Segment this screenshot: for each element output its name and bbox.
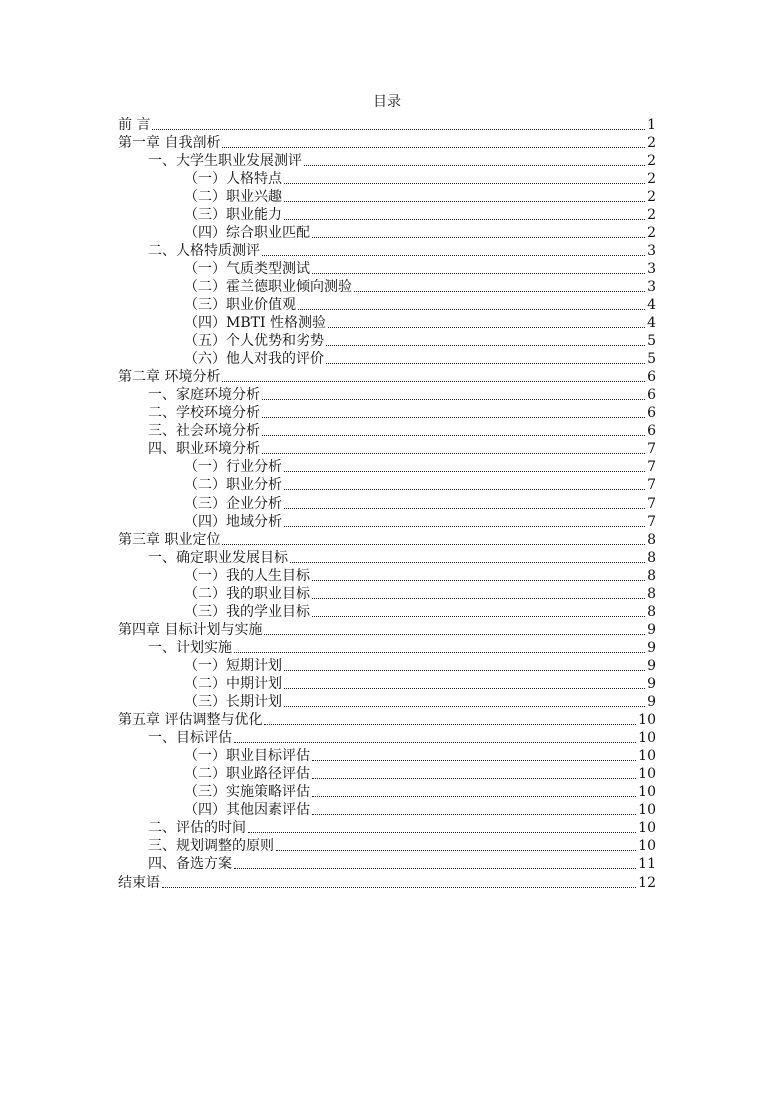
dot-leader xyxy=(284,219,645,220)
dot-leader xyxy=(284,201,645,202)
dot-leader xyxy=(312,778,636,779)
toc-entry-label: 第四章 目标计划与实施 xyxy=(118,621,263,638)
toc-entry-page-number: 10 xyxy=(638,730,656,747)
toc-entry-label: （一）气质类型测试 xyxy=(184,260,310,277)
toc-entry-label: 四、备选方案 xyxy=(148,856,232,873)
toc-entry-label: （三）企业分析 xyxy=(184,495,282,512)
dot-leader xyxy=(284,471,645,472)
dot-leader xyxy=(222,147,645,148)
dot-leader xyxy=(312,814,636,815)
toc-entry-label: （一）我的人生目标 xyxy=(184,567,310,584)
dot-leader xyxy=(262,417,645,418)
toc-entry-label: （三）长期计划 xyxy=(184,694,282,711)
toc-entry[interactable] xyxy=(118,494,656,512)
toc-entry[interactable] xyxy=(118,729,656,747)
toc-entry-label: （四）其他因素评估 xyxy=(184,802,310,819)
toc-entry-page-number: 10 xyxy=(638,820,656,837)
dot-leader xyxy=(262,399,645,400)
dot-leader xyxy=(312,598,645,599)
toc-entry-label: 三、社会环境分析 xyxy=(148,423,260,440)
toc-entry-page-number: 9 xyxy=(647,676,656,692)
toc-entry-label: 一、确定职业发展目标 xyxy=(148,549,288,566)
toc-entry[interactable] xyxy=(118,440,656,458)
toc-entry-label: （二）霍兰德职业倾向测验 xyxy=(184,278,352,295)
toc-entry-label: 第五章 评估调整与优化 xyxy=(118,712,263,729)
toc-entry-label: 四、职业环境分析 xyxy=(148,441,260,458)
toc-entry-label: 二、人格特质测评 xyxy=(148,242,260,259)
toc-entry[interactable] xyxy=(118,765,656,783)
dot-leader xyxy=(222,381,645,382)
toc-entry-label: （三）实施策略评估 xyxy=(184,784,310,801)
dot-leader xyxy=(328,327,645,328)
toc-entry-label: 三、规划调整的原则 xyxy=(148,838,274,855)
toc-entry[interactable] xyxy=(118,350,656,368)
toc-entry-page-number: 2 xyxy=(647,206,656,223)
dot-leader xyxy=(284,489,645,490)
toc-entry-page-number: 8 xyxy=(647,603,656,620)
toc-entry[interactable] xyxy=(118,873,656,891)
toc-entry-page-number: 3 xyxy=(647,260,656,277)
toc-entry-page-number: 10 xyxy=(638,838,656,855)
toc-entry-page-number: 8 xyxy=(647,531,656,548)
toc-entry-label: （二）职业路径评估 xyxy=(184,766,310,783)
toc-entry[interactable] xyxy=(118,170,656,188)
toc-entry[interactable] xyxy=(118,368,656,386)
toc-entry[interactable] xyxy=(118,386,656,404)
toc-entry[interactable] xyxy=(118,675,656,693)
toc-entry-page-number: 11 xyxy=(638,856,656,873)
dot-leader xyxy=(284,183,645,184)
toc-entry[interactable] xyxy=(118,693,656,711)
toc-entry-label: 二、评估的时间 xyxy=(148,820,246,837)
toc-entry[interactable] xyxy=(118,639,656,657)
toc-entry-page-number: 7 xyxy=(647,477,656,494)
toc-entry-page-number: 8 xyxy=(647,567,656,584)
dot-leader xyxy=(284,526,645,527)
toc-entry-page-number: 5 xyxy=(647,351,656,368)
dot-leader xyxy=(234,742,636,743)
dot-leader xyxy=(304,165,645,166)
toc-entry-page-number: 2 xyxy=(647,134,656,151)
dot-leader xyxy=(354,291,645,292)
toc-entry[interactable] xyxy=(118,567,656,585)
toc-entry[interactable] xyxy=(118,531,656,549)
toc-entry-page-number: 7 xyxy=(647,513,656,530)
dot-leader xyxy=(234,652,645,653)
toc-entry[interactable] xyxy=(118,621,656,639)
toc-entry-page-number: 2 xyxy=(647,224,656,241)
toc-entry-page-number: 8 xyxy=(647,549,656,566)
toc-entry-label: 前 言 xyxy=(118,116,151,133)
dot-leader xyxy=(264,724,636,725)
toc-entry-page-number: 2 xyxy=(647,188,656,205)
toc-entry-page-number: 6 xyxy=(647,423,656,440)
dot-leader xyxy=(326,345,645,346)
dot-leader xyxy=(276,850,636,851)
toc-entry-page-number: 3 xyxy=(647,242,656,259)
toc-entry-label: （二）中期计划 xyxy=(184,676,282,692)
toc-entry[interactable] xyxy=(118,585,656,603)
dot-leader xyxy=(284,706,645,707)
toc-entry-label: 二、学校环境分析 xyxy=(148,405,260,422)
toc-entry[interactable] xyxy=(118,819,656,837)
dot-leader xyxy=(284,688,645,689)
toc-entry[interactable] xyxy=(118,549,656,567)
toc-entry-page-number: 7 xyxy=(647,441,656,458)
dot-leader xyxy=(298,309,645,310)
toc-entry-page-number: 9 xyxy=(647,694,656,711)
toc-entry[interactable] xyxy=(118,242,656,260)
toc-entry-page-number: 2 xyxy=(647,170,656,187)
toc-entry-label: （三）职业价值观 xyxy=(184,297,296,314)
toc-entry[interactable] xyxy=(118,513,656,531)
toc-entry-label: （一）人格特点 xyxy=(184,170,282,187)
toc-entry-page-number: 7 xyxy=(647,495,656,512)
dot-leader xyxy=(234,868,636,869)
toc-entry[interactable] xyxy=(118,657,656,675)
toc-entry-page-number: 4 xyxy=(647,315,656,332)
toc-entry-label: 第二章 环境分析 xyxy=(118,369,221,386)
toc-entry[interactable] xyxy=(118,116,656,134)
toc-entry-page-number: 9 xyxy=(647,621,656,638)
dot-leader xyxy=(312,580,645,581)
toc-entry-page-number: 7 xyxy=(647,459,656,476)
dot-leader xyxy=(222,544,645,545)
dot-leader xyxy=(312,616,645,617)
toc-entry[interactable] xyxy=(118,603,656,621)
dot-leader xyxy=(262,435,645,436)
toc-entry-label: （一）行业分析 xyxy=(184,459,282,476)
toc-entry-label: 第三章 职业定位 xyxy=(118,531,221,548)
dot-leader xyxy=(312,237,645,238)
toc-entry-page-number: 10 xyxy=(638,802,656,819)
dot-leader xyxy=(162,887,636,888)
toc-entry-label: 一、家庭环境分析 xyxy=(148,387,260,404)
toc-entry-page-number: 10 xyxy=(638,784,656,801)
toc-entry-page-number: 6 xyxy=(647,405,656,422)
toc-entry[interactable] xyxy=(118,711,656,729)
toc-entry[interactable] xyxy=(118,422,656,440)
toc-entry[interactable] xyxy=(118,224,656,242)
toc-entry-label: （二）职业分析 xyxy=(184,477,282,494)
dot-leader xyxy=(312,273,645,274)
toc-entry-page-number: 6 xyxy=(647,369,656,386)
dot-leader xyxy=(264,634,645,635)
toc-entry[interactable] xyxy=(118,314,656,332)
toc-entry-label: （四）地域分析 xyxy=(184,513,282,530)
toc-entry[interactable] xyxy=(118,260,656,278)
dot-leader xyxy=(262,453,645,454)
toc-entry-label: 一、目标评估 xyxy=(148,730,232,747)
toc-entry[interactable] xyxy=(118,278,656,296)
toc-entry-page-number: 6 xyxy=(647,387,656,404)
dot-leader xyxy=(290,562,645,563)
toc-entry[interactable] xyxy=(118,747,656,765)
toc-entry-label: （一）短期计划 xyxy=(184,657,282,674)
dot-leader xyxy=(326,363,645,364)
toc-entry-label: （一）职业目标评估 xyxy=(184,748,310,765)
toc-entry-label: 第一章 自我剖析 xyxy=(118,134,221,151)
dot-leader xyxy=(248,832,636,833)
toc-entry-label: 一、大学生职业发展测评 xyxy=(148,152,302,169)
toc-entry-label: （四）MBTI 性格测验 xyxy=(184,315,326,332)
table-of-contents xyxy=(118,116,656,892)
dot-leader xyxy=(152,129,645,130)
toc-entry[interactable] xyxy=(118,206,656,224)
toc-entry-page-number: 1 xyxy=(647,116,656,133)
toc-entry[interactable] xyxy=(118,296,656,314)
dot-leader xyxy=(262,255,645,256)
toc-entry-page-number: 5 xyxy=(647,333,656,350)
toc-entry-label: 一、计划实施 xyxy=(148,639,232,656)
toc-entry[interactable] xyxy=(118,476,656,494)
toc-entry[interactable] xyxy=(118,332,656,350)
toc-entry-page-number: 4 xyxy=(647,297,656,314)
toc-entry-label: （三）我的学业目标 xyxy=(184,603,310,620)
toc-entry-label: （二）职业兴趣 xyxy=(184,188,282,205)
toc-entry-label: （六）他人对我的评价 xyxy=(184,351,324,368)
toc-entry-page-number: 3 xyxy=(647,278,656,295)
toc-entry-page-number: 12 xyxy=(638,874,656,891)
toc-entry[interactable] xyxy=(118,855,656,873)
toc-entry-page-number: 10 xyxy=(638,712,656,729)
toc-entry-label: （三）职业能力 xyxy=(184,206,282,223)
toc-entry-page-number: 10 xyxy=(638,766,656,783)
toc-entry-label: （四）综合职业匹配 xyxy=(184,224,310,241)
toc-entry-page-number: 9 xyxy=(647,657,656,674)
toc-entry[interactable] xyxy=(118,404,656,422)
toc-entry-label: 结束语 xyxy=(118,874,160,891)
toc-entry[interactable] xyxy=(118,134,656,152)
toc-entry-page-number: 10 xyxy=(638,748,656,765)
toc-entry[interactable] xyxy=(118,188,656,206)
dot-leader xyxy=(312,760,636,761)
toc-entry[interactable] xyxy=(118,458,656,476)
toc-entry-page-number: 9 xyxy=(647,639,656,656)
toc-entry-label: （五）个人优势和劣势 xyxy=(184,333,324,350)
toc-entry[interactable] xyxy=(118,837,656,855)
toc-title: 目录 xyxy=(373,94,401,110)
toc-entry[interactable] xyxy=(118,801,656,819)
dot-leader xyxy=(284,508,645,509)
toc-entry[interactable] xyxy=(118,783,656,801)
dot-leader xyxy=(312,796,636,797)
toc-entry-label: （二）我的职业目标 xyxy=(184,585,310,602)
toc-entry-page-number: 2 xyxy=(647,152,656,169)
dot-leader xyxy=(284,670,645,671)
toc-entry[interactable] xyxy=(118,152,656,170)
toc-entry-page-number: 8 xyxy=(647,585,656,602)
